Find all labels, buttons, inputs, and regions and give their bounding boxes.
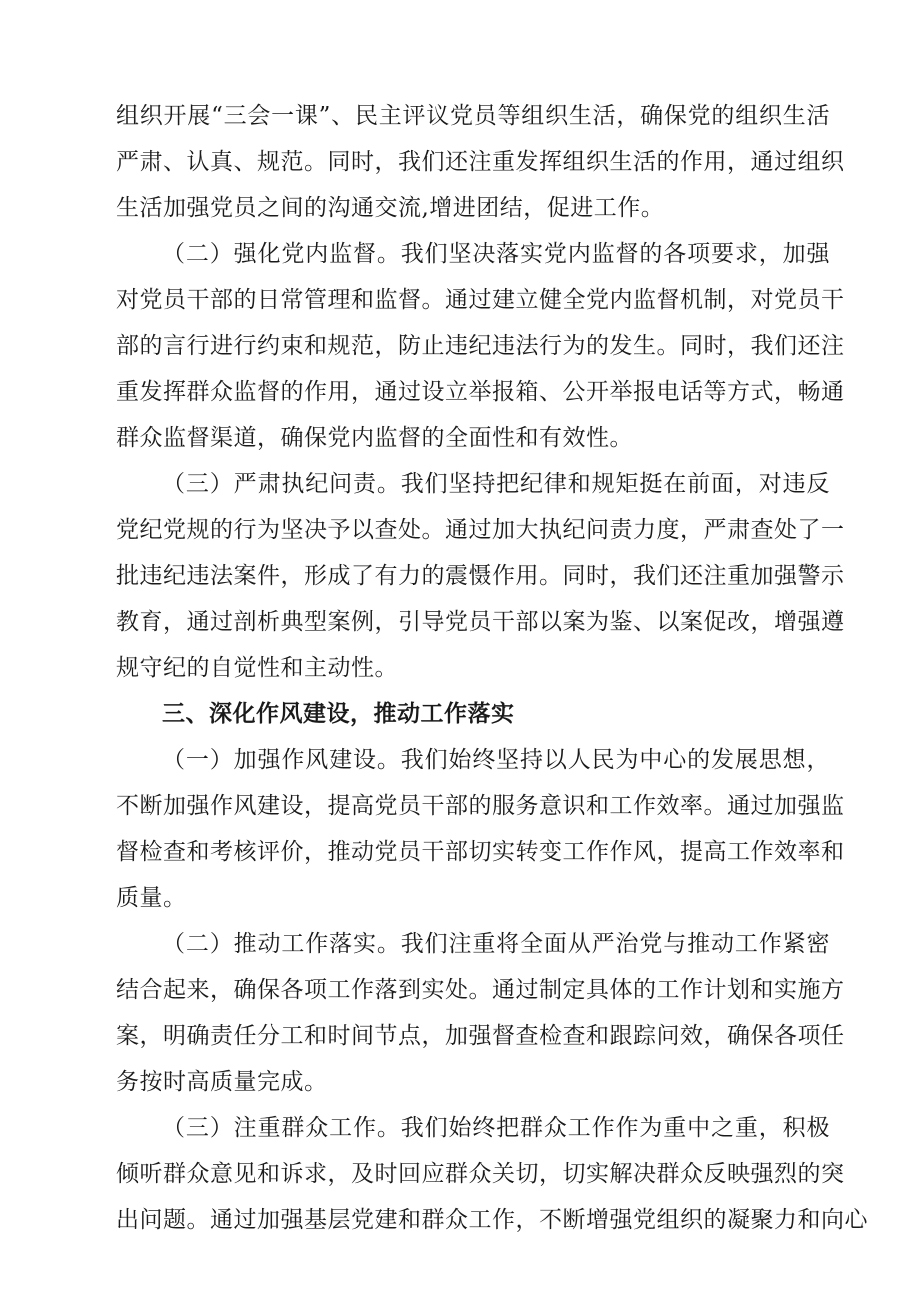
paragraph-line: 批违纪违法案件，形成了有力的震慑作用。同时，我们还注重加强警示	[116, 563, 845, 589]
paragraph-line: （三）严肃执纪问责。我们坚持把纪律和规矩挺在前面，对违反	[162, 471, 830, 497]
paragraph-line: （二）推动工作落实。我们注重将全面从严治党与推动工作紧密	[162, 931, 830, 957]
paragraph-line: 倾听群众意见和诉求，及时回应群众关切，切实解决群众反映强烈的突	[116, 1161, 845, 1187]
paragraph-line: 质量。	[116, 885, 187, 911]
paragraph-line: （三）注重群众工作。我们始终把群众工作作为重中之重，积极	[162, 1115, 830, 1141]
paragraph-line: 重发挥群众监督的作用，通过设立举报箱、公开举报电话等方式，畅通	[116, 379, 845, 405]
paragraph-line: 督检查和考核评价，推动党员干部切实转变工作作风，提高工作效率和	[116, 839, 845, 865]
section-heading: 三、深化作风建设，推动工作落实	[162, 701, 515, 727]
paragraph-line: 不断加强作风建设，提高党员干部的服务意识和工作效率。通过加强监	[116, 793, 845, 819]
paragraph-line: 结合起来，确保各项工作落到实处。通过制定具体的工作计划和实施方	[116, 977, 845, 1003]
paragraph-line: （二）强化党内监督。我们坚决落实党内监督的各项要求，加强	[162, 241, 830, 267]
paragraph-line: 案，明确责任分工和时间节点，加强督查检查和跟踪问效，确保各项任	[116, 1023, 845, 1049]
paragraph-line: 党纪党规的行为坚决予以查处。通过加大执纪问责力度，严肃查处了一	[116, 517, 845, 543]
paragraph-line: 对党员干部的日常管理和监督。通过建立健全党内监督机制，对党员干	[116, 287, 845, 313]
paragraph-line: 出问题。通过加强基层党建和群众工作，不断增强党组织的凝聚力和向心	[116, 1207, 868, 1233]
paragraph-line: 部的言行进行约束和规范，防止违纪违法行为的发生。同时，我们还注	[116, 333, 845, 359]
paragraph-line: 严肃、认真、规范。同时，我们还注重发挥组织生活的作用，通过组织	[116, 149, 845, 175]
paragraph-line: 组织开展“三会一课”、民主评议党员等组织生活，确保党的组织生活	[116, 103, 830, 129]
paragraph-line: 群众监督渠道，确保党内监督的全面性和有效性。	[116, 425, 633, 451]
paragraph-line: 生活加强党员之间的沟通交流,增进团结，促进工作。	[116, 195, 665, 221]
paragraph-line: 规守纪的自觉性和主动性。	[116, 655, 398, 681]
paragraph-line: 务按时高质量完成。	[116, 1069, 328, 1095]
paragraph-line: 教育，通过剖析典型案例，引导党员干部以案为鉴、以案促改，增强遵	[116, 609, 845, 635]
paragraph-line: （一）加强作风建设。我们始终坚持以人民为中心的发展思想，	[162, 747, 830, 773]
